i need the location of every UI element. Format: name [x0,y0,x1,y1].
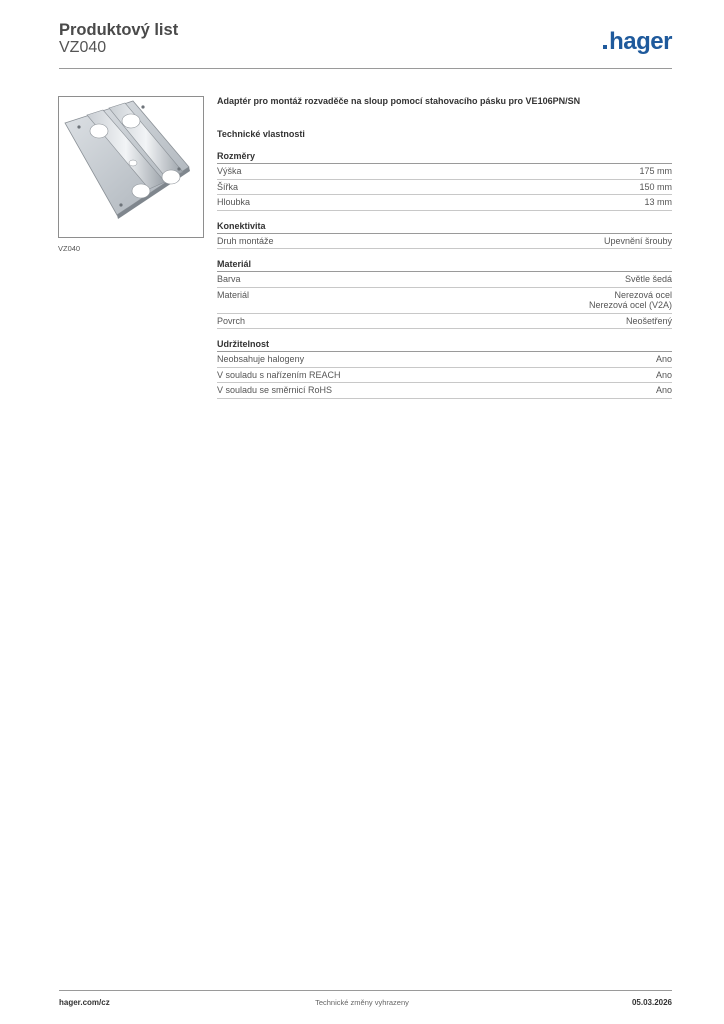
spec-label: V souladu s nařízením REACH [217,369,341,380]
spec-row [217,234,672,250]
spec-label: V souladu se směrnicí RoHS [217,385,333,395]
spec-label: Neobsahuje halogeny [217,354,305,364]
spec-row [217,383,672,399]
product-code: VZ040 [59,39,107,56]
logo-text: hager [609,28,672,55]
section-material [217,259,672,329]
spec-row [217,368,672,384]
section-connectivity [217,221,672,250]
spec-value: 175 mm [639,166,672,176]
tech-heading: Technické vlastnosti [217,129,305,139]
footer-divider [59,990,672,991]
spec-row [217,180,672,196]
spec-value: Ano [655,354,672,364]
spec-row [217,288,672,314]
spec-row [217,314,672,330]
section-title: Materiál [217,259,672,272]
spec-label: Barva [217,274,241,284]
section-sustainability [217,339,672,399]
spec-row [217,164,672,180]
page-title: Produktový list [59,21,179,39]
spec-row [217,352,672,368]
spec-row [217,272,672,288]
product-details [217,96,672,409]
image-caption: VZ040 [58,244,81,253]
footer-date: 05.03.2026 [631,998,672,1007]
spec-value: Nerezová ocel (V2A) [588,300,672,310]
mounting-plate-image [59,97,203,237]
spec-value-multi [589,290,672,311]
spec-row [217,195,672,211]
spec-label: Povrch [217,315,246,326]
section-dimensions [217,151,672,211]
spec-label: Materiál [217,289,250,300]
spec-label: Druh montáže [217,235,274,246]
spec-value: 13 mm [644,197,672,207]
spec-label: Výška [217,166,242,176]
logo-dot-icon [603,45,607,49]
product-image-frame [58,96,204,238]
spec-value: Neošetřený [625,315,672,326]
product-description: Adaptér pro montáž rozvaděče na sloup pomocí stahovacího pásku pro VE106PN/SN [217,96,581,106]
hager-logo [603,28,672,56]
spec-value: Ano [655,369,672,380]
spec-value: Světle šedá [624,274,672,284]
spec-value: Nerezová ocel [614,289,672,300]
section-title: Konektivita [217,221,672,234]
spec-label: Šířka [217,181,239,192]
spec-value: Upevnění šrouby [603,235,672,246]
footer-website-link[interactable]: hager.com/cz [59,998,110,1007]
spec-value: Ano [655,385,672,395]
header-divider [59,68,672,69]
spec-value: 150 mm [639,181,672,192]
footer-disclaimer: Technické změny vyhrazeny [315,998,409,1007]
section-title: Udržitelnost [217,339,672,352]
spec-label: Hloubka [217,197,251,207]
section-title: Rozměry [217,151,672,164]
